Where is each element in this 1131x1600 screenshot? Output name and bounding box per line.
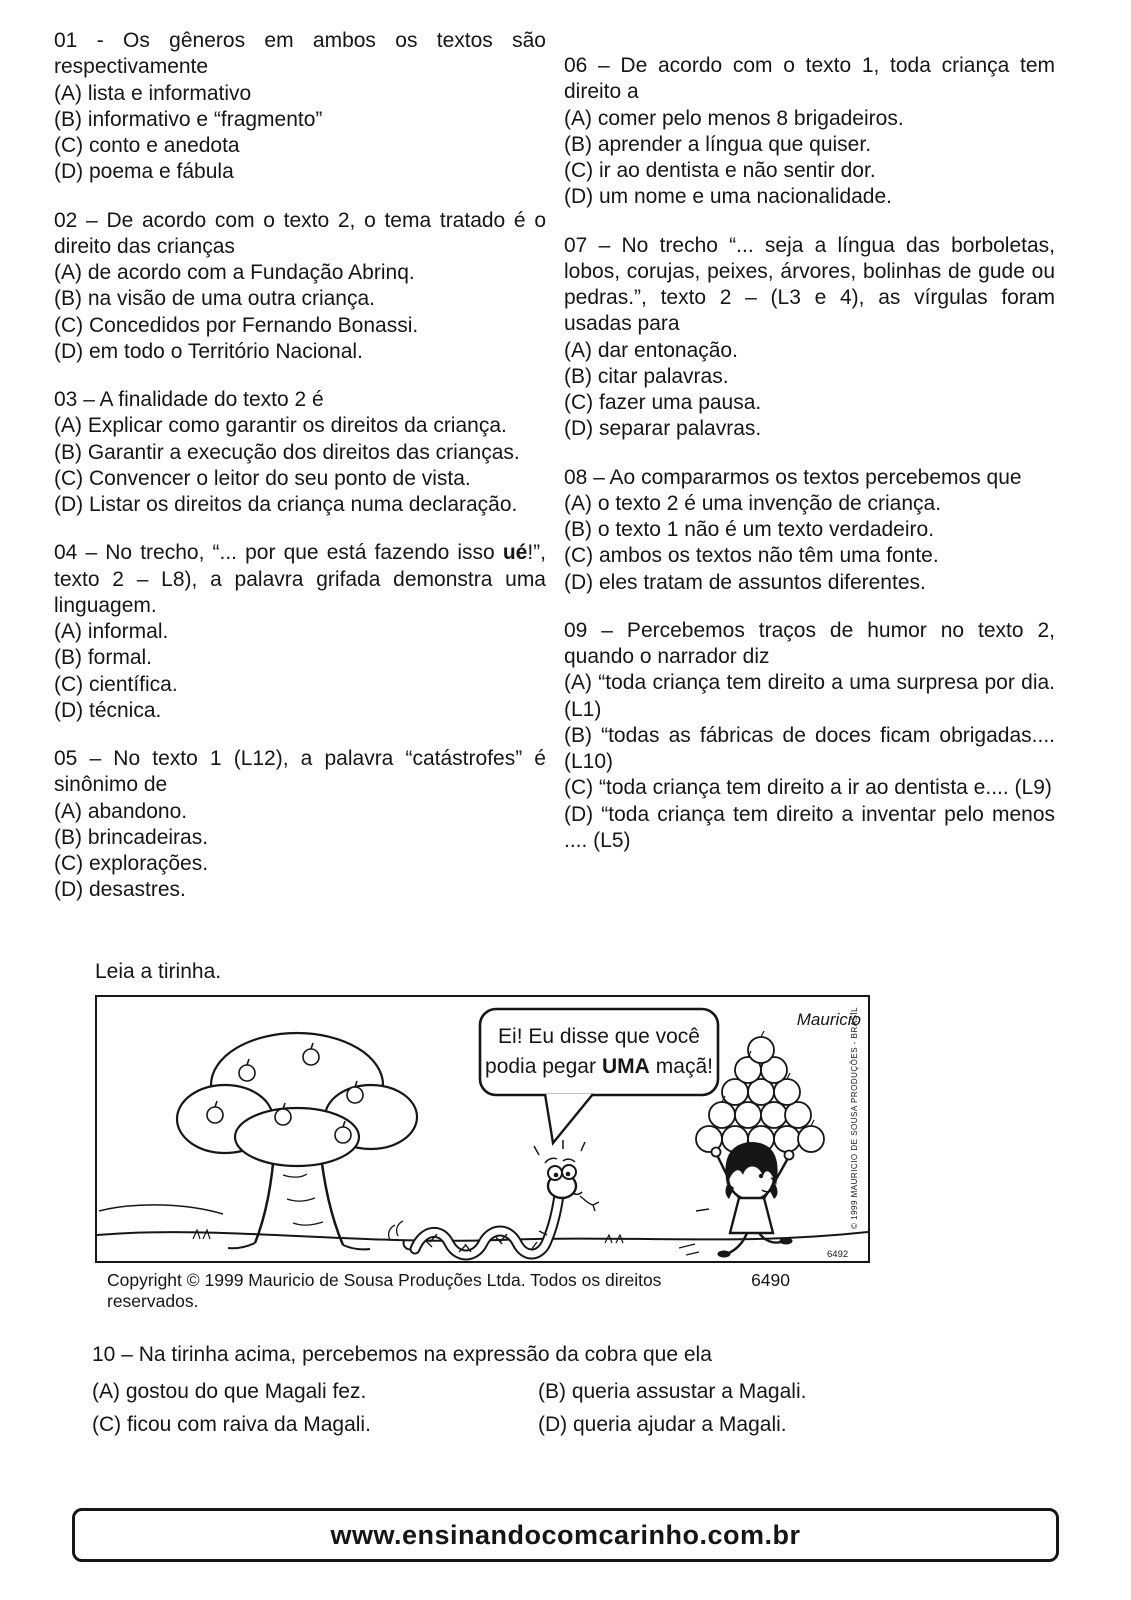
stem-highlight: ué	[502, 541, 528, 565]
comic-intro-text: Leia a tirinha.	[95, 959, 222, 983]
artist-signature: Mauricio	[796, 1009, 861, 1029]
comic-panel	[95, 995, 870, 1263]
question-03	[54, 387, 546, 518]
question-stem: 10 – Na tirinha acima, percebemos na expressão da cobra que ela	[92, 1342, 712, 1366]
question-02	[54, 208, 546, 366]
answer-option: (A) dar entonação.	[564, 338, 738, 362]
answer-option: (B) Garantir a execução dos direitos das crianças.	[54, 440, 520, 464]
question-stem: 09 – Percebemos traços de humor no texto 2, quando o narrador diz	[564, 618, 1055, 668]
answer-option: (B) citar palavras.	[564, 364, 729, 388]
question-stem: 02 – De acordo com o texto 2, o tema tratado é o direito das crianças	[54, 208, 546, 258]
answer-option: (C) científica.	[54, 672, 178, 696]
answer-option: (B) queria assustar a Magali.	[538, 1379, 807, 1403]
panel-code: 6492	[827, 1248, 849, 1260]
question-stem: 08 – Ao compararmos os textos percebemos que	[564, 465, 1022, 489]
questions-columns	[54, 28, 1055, 926]
question-stem: 07 – No trecho “... seja a língua das borboletas, lobos, corujas, peixes, árvores, bolinhas de gude ou pedras.”, texto 2 – (L3 e 4), as vírgulas foram usadas para	[564, 233, 1055, 336]
site-banner	[72, 1508, 1059, 1562]
answer-option: (B) “todas as fábricas de doces ficam obrigadas.... (L10)	[564, 723, 1055, 773]
question-04	[54, 540, 546, 724]
question-stem	[54, 540, 546, 619]
answer-option: (D) “toda criança tem direito a inventar pelo menos .... (L5)	[564, 802, 1055, 852]
bubble-text-line2: podia pegar UMA maçã!	[485, 1054, 713, 1078]
answer-option: (A) o texto 2 é uma invenção de criança.	[564, 491, 942, 515]
copyright-text: Copyright © 1999 Mauricio de Sousa Produções Ltda. Todos os direitos reservados.	[107, 1269, 662, 1311]
question-stem: 05 – No texto 1 (L12), a palavra “catástrofes” é sinônimo de	[54, 747, 546, 797]
answer-option: (D) em todo o Território Nacional.	[54, 339, 363, 363]
answer-option: (A) gostou do que Magali fez.	[92, 1379, 367, 1403]
answer-option: (D) separar palavras.	[564, 417, 762, 441]
comic-copyright-row	[95, 1270, 870, 1312]
questions-column-right	[564, 53, 1055, 926]
answer-option: (C) Concedidos por Fernando Bonassi.	[54, 313, 419, 337]
answer-option: (D) desastres.	[54, 878, 186, 902]
question-01	[54, 28, 546, 186]
bubble-text-line1: Ei! Eu disse que você	[498, 1024, 700, 1048]
answer-option: (A) “toda criança tem direito a uma surpresa por dia. (L1)	[564, 671, 1055, 721]
stem-part: !”, texto 2 – L8), a palavra grifada demonstra uma linguagem.	[54, 541, 546, 617]
answer-option: (B) brincadeiras.	[54, 825, 209, 849]
question-06	[564, 53, 1055, 211]
answer-option: (C) explorações.	[54, 852, 209, 875]
question-10-options	[92, 1379, 1035, 1439]
speech-bubble	[480, 1009, 718, 1143]
stem-part: 04 – No trecho, “... por que está fazendo isso	[54, 541, 503, 565]
answer-option: (D) poema e fábula	[54, 160, 234, 184]
comic-strip-image	[97, 997, 868, 1261]
question-07	[564, 233, 1055, 443]
answer-option: (C) conto e anedota	[54, 134, 240, 157]
answer-option: (D) eles tratam de assuntos diferentes.	[564, 570, 926, 594]
side-credit-text: © 1999 MAURICIO DE SOUSA PRODUÇÕES - BRASIL	[850, 1006, 859, 1229]
question-08	[564, 465, 1055, 596]
answer-option: (D) queria ajudar a Magali.	[538, 1413, 787, 1436]
question-stem: 03 – A finalidade do texto 2 é	[54, 388, 324, 411]
answer-option: (C) ficou com raiva da Magali.	[92, 1413, 371, 1436]
questions-column-left	[54, 28, 546, 926]
question-09	[564, 618, 1055, 854]
answer-option: (C) fazer uma pausa.	[564, 391, 762, 414]
answer-option: (A) comer pelo menos 8 brigadeiros.	[564, 106, 904, 130]
answer-option: (B) aprender a língua que quiser.	[564, 132, 872, 156]
answer-option: (D) um nome e uma nacionalidade.	[564, 185, 893, 209]
answer-option: (D) Listar os direitos da criança numa declaração.	[54, 493, 518, 516]
answer-option: (C) Convencer o leitor do seu ponto de vista.	[54, 466, 471, 490]
answer-option: (B) formal.	[54, 646, 153, 670]
tree	[177, 1033, 417, 1249]
answer-option: (B) o texto 1 não é um texto verdadeiro.	[564, 518, 935, 541]
answer-option: (A) lista e informativo	[54, 81, 252, 105]
question-10	[92, 1342, 1035, 1439]
answer-option: (C) ambos os textos não têm uma fonte.	[564, 544, 939, 568]
answer-option: (B) na visão de uma outra criança.	[54, 287, 375, 311]
question-stem: 01 - Os gêneros em ambos os textos são respectivamente	[54, 29, 546, 79]
answer-option: (C) ir ao dentista e não sentir dor.	[564, 159, 876, 182]
site-url: www.ensinandocomcarinho.com.br	[330, 1519, 801, 1550]
comic-section	[54, 960, 1055, 1312]
answer-option: (B) informativo e “fragmento”	[54, 107, 323, 131]
answer-option: (A) informal.	[54, 620, 169, 643]
answer-option: (C) “toda criança tem direito a ir ao dentista e.... (L9)	[564, 776, 1052, 800]
question-05	[54, 746, 546, 904]
strip-code: 6490	[751, 1269, 790, 1290]
answer-option: (A) abandono.	[54, 799, 188, 823]
answer-option: (A) Explicar como garantir os direitos da criança.	[54, 414, 507, 438]
answer-option: (A) de acordo com a Fundação Abrinq.	[54, 261, 415, 284]
answer-option: (D) técnica.	[54, 698, 162, 722]
question-stem: 06 – De acordo com o texto 1, toda criança tem direito a	[564, 54, 1055, 104]
